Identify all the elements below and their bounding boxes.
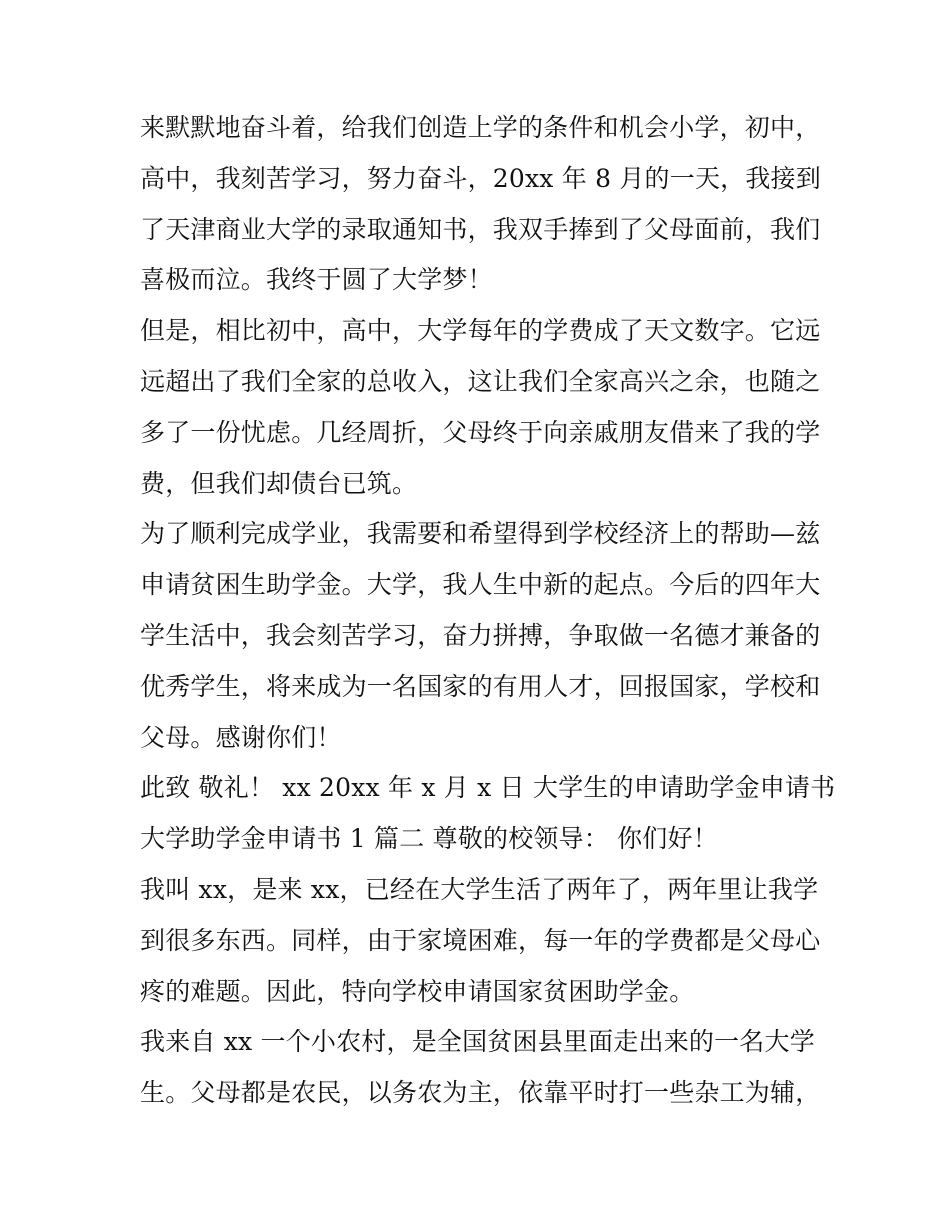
text-line: 学生活中，我会刻苦学习，奋力拼搏，争取做一名德才兼备的 bbox=[140, 620, 821, 650]
text-line: 优秀学生，将来成为一名国家的有用人才，回报国家，学校和 bbox=[140, 671, 821, 701]
text-line: 到很多东西。同样，由于家境困难，每一年的学费都是父母心 bbox=[140, 925, 821, 955]
text-line: 高中，我刻苦学习，努力奋斗，20xx 年 8 月的一天，我接到 bbox=[140, 163, 821, 193]
text-line: 喜极而泣。我终于圆了大学梦！ bbox=[140, 265, 493, 295]
document-body bbox=[140, 103, 836, 1119]
text-line: 申请贫困生助学金。大学，我人生中新的起点。今后的四年大 bbox=[140, 570, 821, 600]
text-line: 远超出了我们全家的总收入，这让我们全家高兴之余，也随之 bbox=[140, 366, 821, 396]
text-line: 我来自 xx 一个小农村，是全国贫困县里面走出来的一名大学 bbox=[140, 1027, 815, 1057]
text-line: 大学助学金申请书 1 篇二 尊敬的校领导： 你们好！ bbox=[140, 824, 718, 854]
text-line: 我叫 xx，是来 xx，已经在大学生活了两年了，两年里让我学 bbox=[140, 874, 819, 904]
text-line: 但是，相比初中，高中，大学每年的学费成了天文数字。它远 bbox=[140, 316, 821, 346]
text-line: 来默默地奋斗着，给我们创造上学的条件和机会小学，初中， bbox=[140, 113, 821, 142]
text-line: 疼的难题。因此，特向学校申请国家贫困助学金。 bbox=[140, 976, 695, 1006]
text-line: 费，但我们却债台已筑。 bbox=[140, 468, 418, 498]
text-line: 生。父母都是农民，以务农为主，依靠平时打一些杂工为辅， bbox=[140, 1078, 821, 1108]
text-line: 多了一份忧虑。几经周折，父母终于向亲戚朋友借来了我的学 bbox=[140, 417, 821, 447]
text-line: 为了顺利完成学业，我需要和希望得到学校经济上的帮助—兹 bbox=[140, 519, 821, 549]
text-line: 父母。感谢你们！ bbox=[140, 722, 342, 752]
text-line: 此致 敬礼！ xx 20xx 年 x 月 x 日 大学生的申请助学金申请书 bbox=[140, 773, 836, 803]
text-line: 了天津商业大学的录取通知书，我双手捧到了父母面前，我们 bbox=[140, 214, 821, 244]
